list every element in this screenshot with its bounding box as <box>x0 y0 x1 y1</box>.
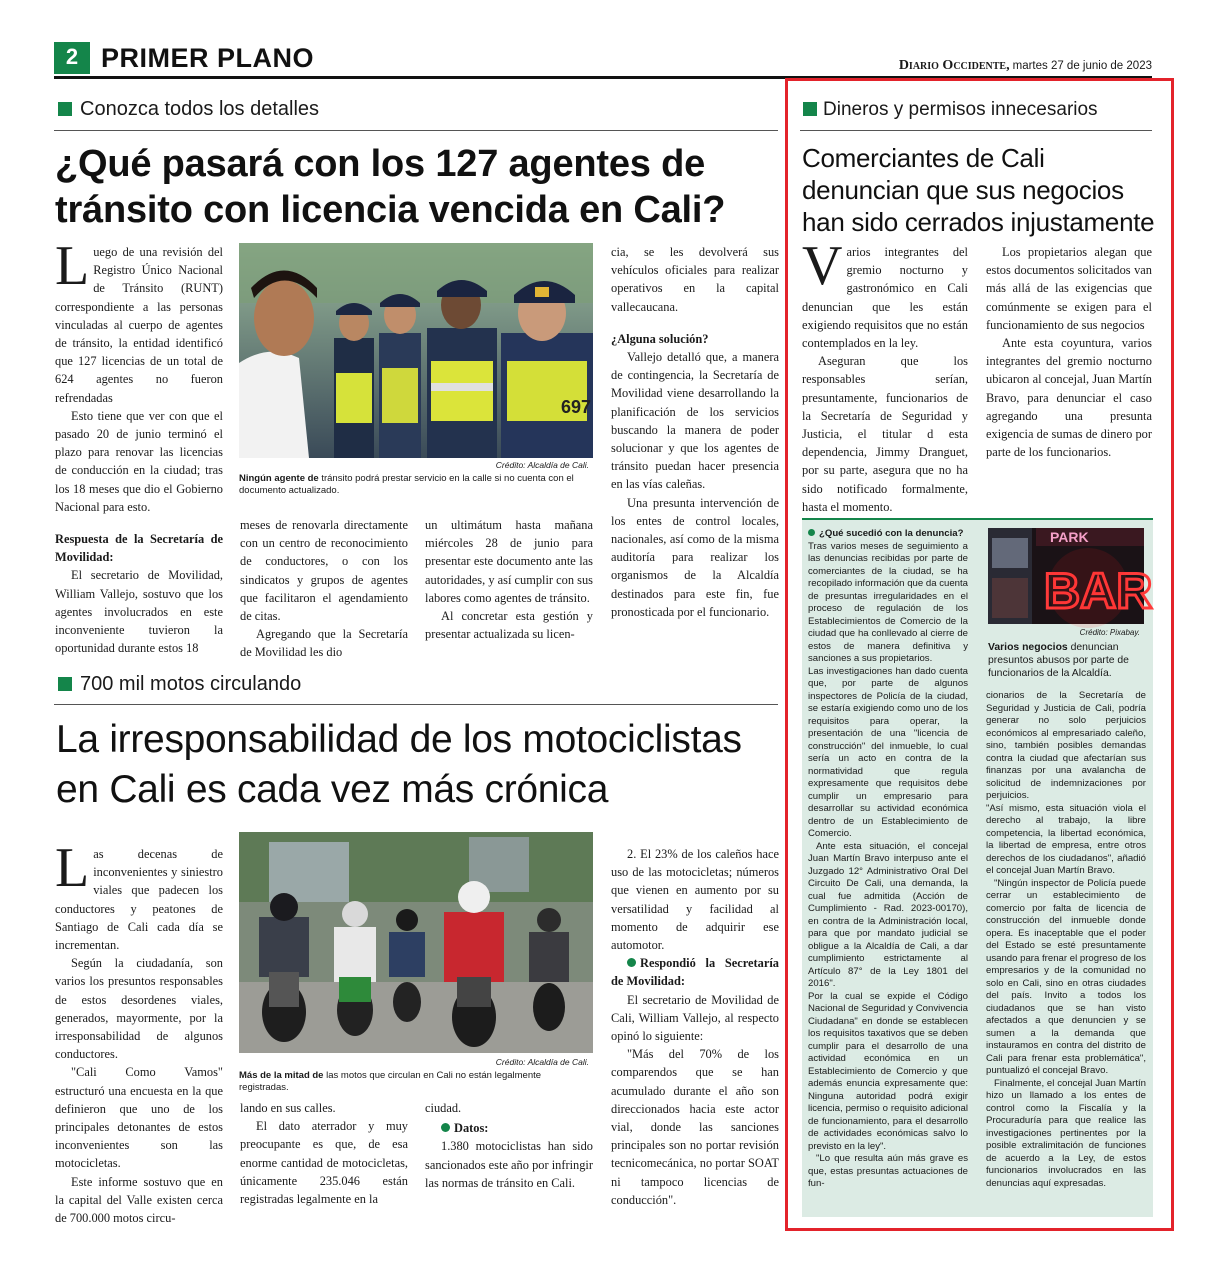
story2-subhead-datos: Datos: <box>454 1121 489 1136</box>
story1-column-4 <box>611 243 779 663</box>
story3-box-paragraph: "Así mismo, esta situación viola el derecho al trabajo, la libre competencia, la libertad económica, la libertad de empresa, entre otros derechos de los ciudadanos", añadió el concejal Juan Martín Bravo. <box>986 802 1146 876</box>
story1-paragraph: un ultimátum hasta mañana miércoles 28 de junio para presentar este documento ante las autoridades, y así cumplir con sus labores como agentes de tránsito. <box>425 518 593 605</box>
story3-photo-credit: Crédito: Pixabay. <box>1079 628 1140 637</box>
story2-headline: La irresponsabilidad de los motociclistas en Cali es cada vez más crónica <box>56 718 742 811</box>
story3-box-paragraph: Ante esta situación, el concejal Juan Martín Bravo interpuso ante el Juzgado 12° Administrativo Oral Del Circuito De Cali, una demanda, la cual fue admitida (Acción de Cumplimiento - Rad. 2023-00170), en contra de la Administración local, para que por mandato judicial se obligue a la Alcaldía de Cali, a dar cumplimiento estrictamente al Artículo 87° de la Ley 1801 del 2016". <box>808 840 968 989</box>
story3-box-column-2 <box>986 690 1146 1206</box>
story2-column-2 <box>240 1099 408 1211</box>
story1-paragraph: Al concretar esta gestión y presentar actualizada su licen- <box>425 609 593 642</box>
story3-headline: Comerciantes de Cali denuncian que sus negocios han sido cerrados injustamente <box>802 143 1155 237</box>
svg-text:PARK: PARK <box>1050 529 1089 545</box>
story2-dropcap: L <box>55 837 90 899</box>
svg-text:697: 697 <box>561 397 592 417</box>
story1-kicker-rule <box>54 130 778 131</box>
story2-photo-motorcycles <box>239 832 593 1053</box>
story2-kicker <box>58 671 301 697</box>
story2-subhead-respondio: Respondió la Secretaría de Movilidad: <box>611 956 779 989</box>
caption-text: tránsito podrá prestar servicio en la calle si no cuenta con el documento actualizado. <box>239 473 574 496</box>
story3-photo-caption <box>988 641 1144 680</box>
story3-kicker-rule <box>800 130 1152 131</box>
story1-kicker-text: Conozca todos los detalles <box>80 98 320 120</box>
story2-paragraph: El secretario de Movilidad de Cali, William Vallejo, al respecto opinó lo siguiente: <box>611 992 779 1044</box>
story3-paragraph: Ante esta coyuntura, varios integrantes del gremio nocturno ubicaron al concejal, Juan Martín Bravo, para denunciar el caso agregando una presunta exigencia de sumas de dinero por parte de los funcionarios. <box>986 336 1152 460</box>
story3-kicker-text: Dineros y permisos innecesarios <box>823 99 1098 120</box>
story2-paragraph: 2. El 23% de los caleños hace uso de las motocicletas; números que vienen en aumento por su versatilidad y facilidad al momento de adquirir ese automotor. <box>611 847 779 953</box>
story1-paragraph: cia, se les devolverá sus vehículos oficiales para realizar operativos en la capital vallecaucana. <box>611 245 779 314</box>
story2-paragraph: "Más del 70% de los comparendos que se han acumulado durante el año son direccionados hacia este actor vial, donde las sanciones principales son no portar revisión tecnicomecánica, no portar SOAT ni tampoco licencias de conducción". <box>611 1047 779 1207</box>
story1-subhead-solucion: ¿Alguna solución? <box>611 331 709 346</box>
bar-neon-sign: BAR <box>1044 563 1153 619</box>
story3-box-paragraph: "Lo que resulta aún más grave es que, estas presuntas actuaciones de fun- <box>808 1153 968 1189</box>
issue-date: martes 27 de junio de 2023 <box>1012 60 1152 72</box>
story1-column-2 <box>240 516 408 664</box>
story2-paragraph: 1.380 motociclistas han sido sancionados este año por infringir las normas de tránsito en Cali. <box>425 1139 593 1190</box>
story1-paragraph: uego de una revisión del Registro Único Nacional de Tránsito (RUNT) correspondiente a las personas vinculadas al cuerpo de agentes de tránsito, la entidad identificó que 127 licencias de un total de 624 agentes no fueron refrendadas <box>55 245 223 405</box>
story3-paragraph: Aseguran que los responsables serían, presuntamente, funcionarios de la Secretaría de Seguridad y Justicia, el titular d esta dependencia, Jimmy Dranguet, por su parte, asegura que no ha sido notificado formalmente, hasta el momento. <box>802 354 968 514</box>
story2-kicker-rule <box>54 704 778 705</box>
story1-dropcap: L <box>55 235 90 297</box>
story1-subhead-respuesta: Respuesta de la Secretaría de Movilidad: <box>55 532 223 565</box>
story2-photo-credit: Crédito: Alcaldía de Cali. <box>495 1057 589 1067</box>
newspaper-brand: Diario Occidente, <box>898 58 1010 73</box>
section-title: PRIMER PLANO <box>101 43 315 73</box>
story3-box-paragraph: Por la cual se expide el Código Nacional de Seguridad y Convivencia Ciudadana" en donde se establecen los requisitos taxativos que se deben cumplir para el desarrollo de una actividad económica en un Establecimiento de Comercio y que además enuncia expresamente que: Ninguna autoridad podrá exigir licencia, permiso o requisito adicional de funcionamiento, para el desarrollo de actividades económicas salvo lo previsto en la ley". <box>808 990 968 1152</box>
story2-photo-caption <box>239 1070 593 1094</box>
story3-box-column-1 <box>808 528 968 1206</box>
story2-paragraph: ciudad. <box>425 1101 462 1115</box>
story3-paragraph: arios integrantes del gremio nocturno y gastronómico en Cali denuncian que les están exigiendo requisitos que no están contemplados en la ley. <box>802 245 968 351</box>
caption-lead: Ningún agente de <box>239 473 319 484</box>
story3-column-1 <box>802 235 968 515</box>
story2-paragraph: Este informe sostuvo que en la capital del Valle existen cerca de 700.000 motos circu- <box>55 1174 223 1226</box>
story1-paragraph: Agregando que la Secretaría de Movilidad les dio <box>240 627 408 660</box>
caption-lead: Varios negocios <box>988 642 1068 653</box>
story1-paragraph: meses de renovarla directamente con un centro de reconocimiento de conductores, o con los sindicatos y grupos de agentes que facilitaron el agendamiento de citas. <box>240 518 408 624</box>
story3-box-subhead: ¿Qué sucedió con la denuncia? <box>819 528 964 539</box>
kicker-square-icon <box>58 677 72 691</box>
story2-paragraph: "Cali Como Vamos" estructuró una encuesta en la que definieron que uno de los principales detonantes de estos inconvenientes son las motocicletas. <box>55 1065 223 1171</box>
story3-box-paragraph: cionarios de la Secretaría de Seguridad y Justicia de Cali, podría generar no solo perjuicios económicos al empresariado caleño, sino, también posibles demandas contra la ciudad que afectarían sus finanzas por una avalancha de solicitud de indemnizaciones por perjuicios. <box>986 690 1146 801</box>
kicker-square-icon <box>58 102 72 116</box>
story2-column-3 <box>425 1099 593 1211</box>
story1-column-3 <box>425 516 593 664</box>
story2-paragraph: Según la ciudadanía, son varios los presuntos responsables de estos desordenes viales, generados, mayormente, por la irresponsabilidad de algunos conductores. <box>55 956 223 1062</box>
page-number-badge: 2 <box>54 42 90 74</box>
story2-paragraph: as decenas de inconvenientes y siniestro viales que padecen los conductores y peatones de Santiago de Cali cada día se incrementan. <box>55 847 223 953</box>
story1-photo-transit-agents <box>239 243 593 458</box>
story2-column-4 <box>611 845 779 1211</box>
story3-box-paragraph: "Ningún inspector de Policía puede cerrar un establecimiento de comercio por falta de licencia de construcción del inmueble donde opera. Es inaceptable que el poder del Estado se esté presuntamente usando para frenar el progreso de los empresarios y de la comunidad no solo en Cali, sino en otras ciudades del país. Invito a todos los ciudadanos que se han visto afectados a que denuncien y se sumen a la demanda que instauramos en contra del distrito de Cali para frenar esta problemática", puntualizó el concejal Bravo. <box>986 877 1146 1076</box>
caption-lead: Más de la mitad de <box>239 1070 324 1081</box>
story3-box-paragraph: Las investigaciones han dado cuenta que, por parte de algunos inspectores de Policía de la ciudad, se estaría exigiendo como uno de los requisitos para operar, la presentación de una "licencia de construcción" del inmueble, lo cual sería un acto en contra de la normatividad que regula expresamente que requisitos debe cumplir un empresario para desarrollar su actividad económica dentro de un Establecimiento de Comercio. <box>808 665 968 839</box>
kicker-square-icon <box>803 102 817 116</box>
story2-kicker-text: 700 mil motos circulando <box>80 673 302 695</box>
story2-paragraph: El dato aterrador y muy preocupante es que, de esa enorme cantidad de motocicletas, únicamente 235.046 están registradas legalmente en la <box>240 1119 408 1207</box>
story1-headline: ¿Qué pasará con los 127 agentes de tránsito con licencia vencida en Cali? <box>55 143 726 231</box>
story3-column-2 <box>986 243 1152 515</box>
story2-column-1 <box>55 837 223 1226</box>
bullet-dot-icon <box>441 1123 450 1132</box>
story3-box-paragraph: Finalmente, el concejal Juan Martín hizo un llamado a los entes de control como la Fiscalía y la Procuraduría para que realice las investigaciones pertinentes por la posible extralimitación de funciones de acuerdo a la Ley, de estos funcionarios involucrados en las denuncias aquí expresadas. <box>986 1077 1146 1189</box>
story1-paragraph: Vallejo detalló que, a manera de contingencia, la Secretaría de Movilidad viene desarrollando la planificación de los servicios buscando la manera de poder solucionar y que los agentes de tránsito puedan hacer presencia en las vías caleñas. <box>611 350 779 492</box>
story3-paragraph: Los propietarios alegan que estos documentos solicitados van más allá de las exigencias que comúnmente se exigen para el funcionamiento de sus negocios <box>986 245 1152 332</box>
story1-column-1 <box>55 235 223 663</box>
story1-photo-credit: Crédito: Alcaldía de Cali. <box>495 460 589 470</box>
story1-photo-caption <box>239 473 593 497</box>
story3-photo-bar-sign <box>988 528 1153 624</box>
story2-paragraph: lando en sus calles. <box>240 1101 336 1115</box>
story1-paragraph: El secretario de Movilidad, William Vallejo, sostuvo que los agentes involucrados en este inconveniente tuvieron la oportunidad durante estos 18 <box>55 568 223 656</box>
masthead-dateline <box>899 58 1152 74</box>
story3-dropcap: V <box>802 235 843 297</box>
story1-paragraph: Esto tiene que ver con que el pasado 20 de junio terminó el plazo para renovar las licencias de conducción en la ciudad; tras los 18 meses que dio el Gobierno Nacional para esto. <box>55 408 223 514</box>
story1-kicker <box>58 96 319 122</box>
story1-paragraph: Una presunta intervención de los entes de control locales, nacionales, así como de la misma auditoría para realizar los organismos de la Alcaldía destinados para este fin, fue pronosticada por el funcionario. <box>611 495 779 619</box>
caption-text: denuncian presuntos abusos por parte de funcionarios de la Alcaldía. <box>988 642 1129 679</box>
bullet-dot-icon <box>627 958 636 967</box>
story3-box-paragraph: Tras varios meses de seguimiento a las denuncias recibidas por parte de comerciantes de la ciudad, se ha recopilado información que da cuenta de presuntas irregularidades en el proceso de regulación de los Establecimientos de Comercio de la ciudad que ha conllevado al cierre de estos de manera definitiva y sanciones a sus propietarios. <box>808 540 969 664</box>
story3-kicker <box>803 98 1098 122</box>
bullet-dot-icon <box>808 529 815 536</box>
caption-text: las motos que circulan en Cali no están legalmente registradas. <box>239 1070 542 1093</box>
